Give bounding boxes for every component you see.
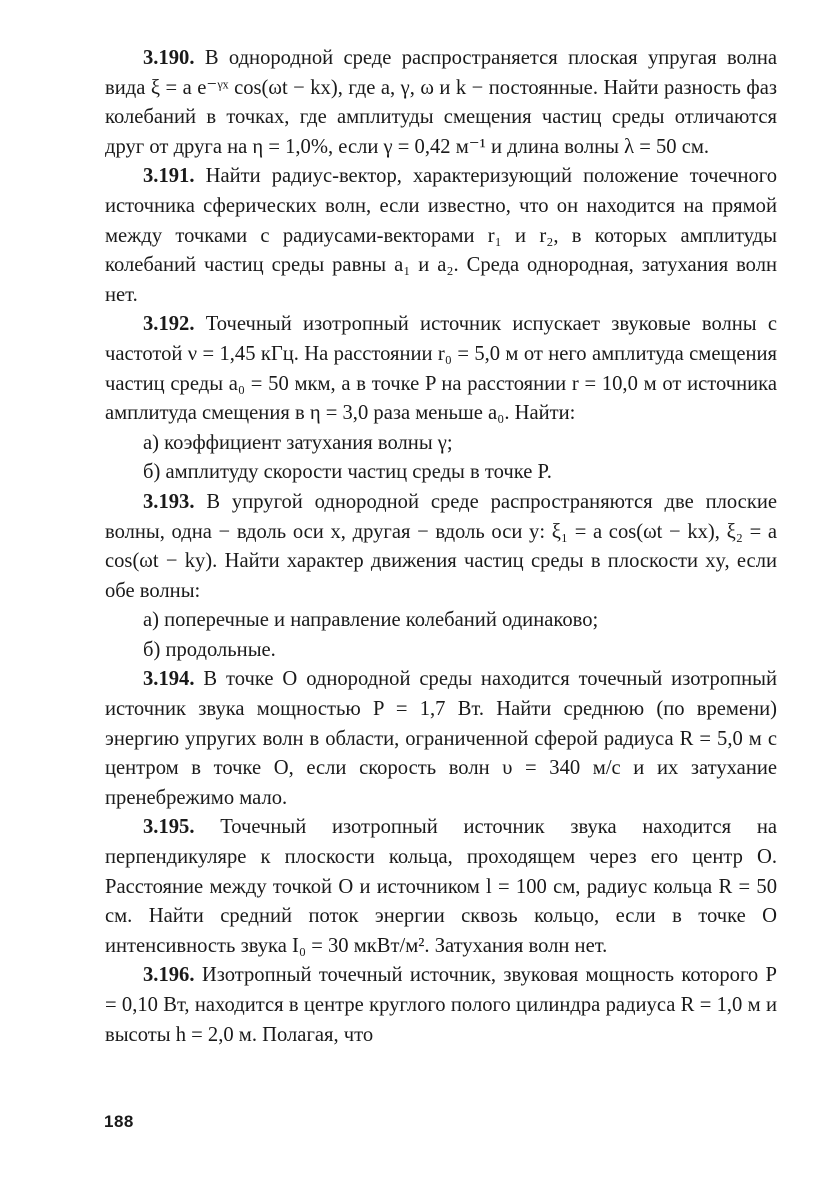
problem-item-b: б) амплитуду скорости частиц среды в точке P. xyxy=(143,461,552,484)
problem-text: В однородной среде распространяется плоская упругая волна вида ξ = a e⁻ᵞˣ cos(ωt − kx), где a, γ, ω и k − постоянные. Найти разность фаз колебаний в точках, где амплитуды смещения частиц среды отличаются друг от друга на η = 1,0%, если γ = 0,42 м⁻¹ и длина волны λ = 50 см. xyxy=(105,47,778,158)
problem-item-b: б) продольные. xyxy=(143,638,276,661)
problem-text: Точечный изотропный источник звука находится на перпендикуляре к плоскости кольца, проходящем через его центр O. Расстояние между точкой O и источником l = 100 см, радиус кольца R = 50 см. Найти средний поток энергии сквозь кольцо, если в точке O интенсивность звука I₀ = 30 мкВт/м². Затухания волн нет. xyxy=(105,816,777,957)
problem-number: 3.190. xyxy=(143,47,195,69)
problem-3-192 xyxy=(105,310,777,488)
problem-item-a: а) поперечные и направление колебаний одинаково; xyxy=(143,609,599,632)
problem-text: Изотропный точечный источник, звуковая мощность которого P = 0,10 Вт, находится в центре круглого полого цилиндра радиуса R = 1,0 м и высоты h = 2,0 м. Полагая, что xyxy=(105,964,777,1046)
problem-item-a: а) коэффициент затухания волны γ; xyxy=(143,431,453,454)
problem-3-196 xyxy=(105,961,777,1050)
problem-text: Найти радиус-вектор, характеризующий положение точечного источника сферических волн, если известно, что он находится на прямой между точками с радиусами-векторами r₁ и r₂, в которых амплитуды колебаний частиц среды равны a₁ и a₂. Среда однородная, затухания волн нет. xyxy=(105,165,777,306)
problems-text xyxy=(105,44,777,1050)
problem-3-195 xyxy=(105,813,777,961)
problem-3-190 xyxy=(105,44,777,162)
problem-text: В упругой однородной среде распространяются две плоские волны, одна − вдоль оси x, другая − вдоль оси y: ξ₁ = a cos(ωt − kx), ξ₂ = a cos(ωt − ky). Найти характер движения частиц среды в плоскости xy, если обе волны: xyxy=(105,490,777,602)
problem-3-191 xyxy=(105,162,777,310)
problem-number: 3.194. xyxy=(143,668,195,691)
problem-text: Точечный изотропный источник испускает звуковые волны с частотой ν = 1,45 кГц. На расстоянии r₀ = 5,0 м от него амплитуда смещения частиц среды a₀ = 50 мкм, а в точке P на расстоянии r = 10,0 м от источника амплитуда смещения в η = 3,0 раза меньше a₀. Найти: xyxy=(105,313,777,425)
problem-number: 3.192. xyxy=(143,313,195,336)
problem-number: 3.195. xyxy=(143,816,195,839)
problem-number: 3.196. xyxy=(143,964,195,987)
problem-number: 3.191. xyxy=(143,165,195,188)
problem-text: В точке O однородной среды находится точечный изотропный источник звука мощностью P = 1,7 Вт. Найти среднюю (по времени) энергию упругих волн в области, ограниченной сферой радиуса R = 5,0 м с центром в точке O, если скорость волн υ = 340 м/с и их затухание пренебрежимо мало. xyxy=(105,668,777,809)
problem-number: 3.193. xyxy=(143,490,195,513)
page-number: 188 xyxy=(104,1112,134,1131)
problem-3-193 xyxy=(105,488,777,666)
problem-3-194 xyxy=(105,665,777,813)
